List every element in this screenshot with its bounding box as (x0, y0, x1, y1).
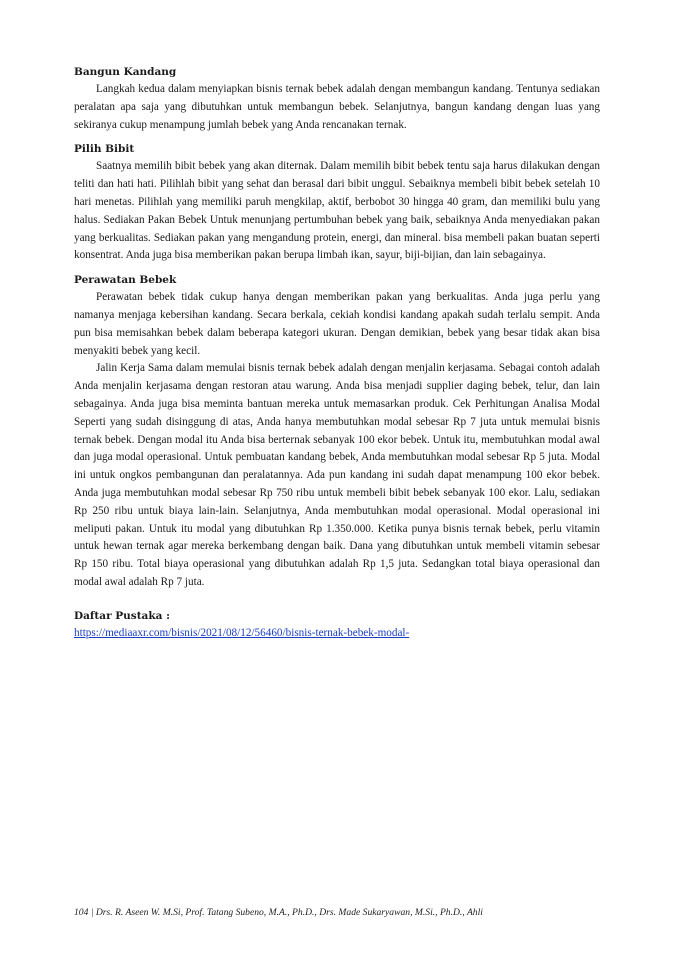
section-paragraph: Jalin Kerja Sama dalam memulai bisnis ternak bebek adalah dengan menjalin kerjasama. Sebagai contoh adalah Anda menjalin kerjasama dengan restoran atau warung. Anda bisa menjadi supplier daging bebek, telur, dan lain sebagainya. Anda juga bisa meminta bantuan mereka untuk memasarkan produk. Cek Perhitungan Analisa Modal Seperti yang sudah disinggung di atas, Anda hanya membutuhkan modal sebesar Rp 7 juta untuk memulai bisnis ternak bebek. Dengan modal itu Anda bisa berternak sebanyak 100 ekor bebek. Untuk itu, membutuhkan modal awal dan juga modal operasional. Untuk pembuatan kandang bebek, Anda membutuhkan modal sebesar Rp 5 juta. Modal ini untuk ongkos pembangunan dan peralatannya. Ada pun kandang ini sudah dapat menampung 100 ekor bebek. Anda juga membutuhkan modal sebesar Rp 750 ribu untuk membeli bibit bebek sebanyak 100 ekor. Lalu, sediakan Rp 250 ribu untuk biaya lain-lain. Selanjutnya, Anda membutuhkan modal operasional. Modal operasional ini meliputi pakan. Untuk itu modal yang dibutuhkan Rp 1.350.000. Ketika punya bisnis ternak bebek, perlu vitamin untuk hewan ternak agar mereka berkembang dengan baik. Dana yang dibutuhkan untuk membeli vitamin sebesar Rp 150 ribu. Total biaya operasional yang dibutuhkan adalah Rp 1,5 juta. Sedangkan total biaya operasional dan modal awal adalah Rp 7 juta. (74, 362, 600, 588)
references-heading: Daftar Pustaka : (74, 609, 170, 622)
section-heading: Pilih Bibit (74, 143, 135, 156)
section-paragraph: Perawatan bebek tidak cukup hanya dengan memberikan pakan yang berkualitas. Anda juga perlu yang namanya menjaga kebersihan kandang. Secara berkala, cekiah kondisi kandang apakah sudah terlalu sempit. Anda pun bisa memisahkan bebek dalam beberapa kategori ukuran. Dengan demikian, bebek yang besar tidak akan bisa menyakiti bebek yang kecil. (74, 291, 600, 357)
page-footer: 104 | Drs. R. Aseen W. M.Si, Prof. Tatang Subeno, M.A., Ph.D., Drs. Made Sukaryawan, M.Si., Ph.D., Ahli (74, 907, 483, 918)
section-pilih-bibit (74, 141, 600, 265)
section-paragraph: Langkah kedua dalam menyiapkan bisnis ternak bebek adalah dengan membangun kandang. Tentunya sediakan peralatan apa saja yang dibutuhkan untuk membangun bebek. Selanjutnya, bangun kandang dengan luas yang sekiranya cukup menampung jumlah bebek yang Anda rencanakan ternak. (74, 83, 600, 131)
section-heading: Perawatan Bebek (74, 274, 177, 287)
section-paragraph: Saatnya memilih bibit bebek yang akan diternak. Dalam memilih bibit bebek tentu saja harus dilakukan dengan teliti dan hati hati. Pilihlah bibit yang sehat dan berasal dari bibit unggul. Sebaiknya membeli bibit bebek setelah 10 hari menetas. Pilihlah yang memiliki paruh mengkilap, aktif, berbobot 30 hingga 40 gram, dan memiliki bulu yang halus. Sediakan Pakan Bebek Untuk menunjang pertumbuhan bebek yang baik, sebaiknya Anda menyediakan pakan yang berkualitas. Sediakan pakan yang mengandung protein, energi, dan mineral. bisa membeli pakan buatan seperti konsentrat. Anda juga bisa memberikan pakan berupa limbah ikan, sayur, biji-bijian, dan lain sebagainya. (74, 160, 600, 262)
section-perawatan-bebek (74, 272, 600, 592)
reference-link[interactable]: https://mediaaxr.com/bisnis/2021/08/12/56460/bisnis-ternak-bebek-modal- (74, 626, 410, 639)
section-bangun-kandang (74, 64, 600, 134)
section-heading: Bangun Kandang (74, 66, 177, 78)
references-section (74, 608, 600, 642)
document-page (74, 64, 600, 642)
